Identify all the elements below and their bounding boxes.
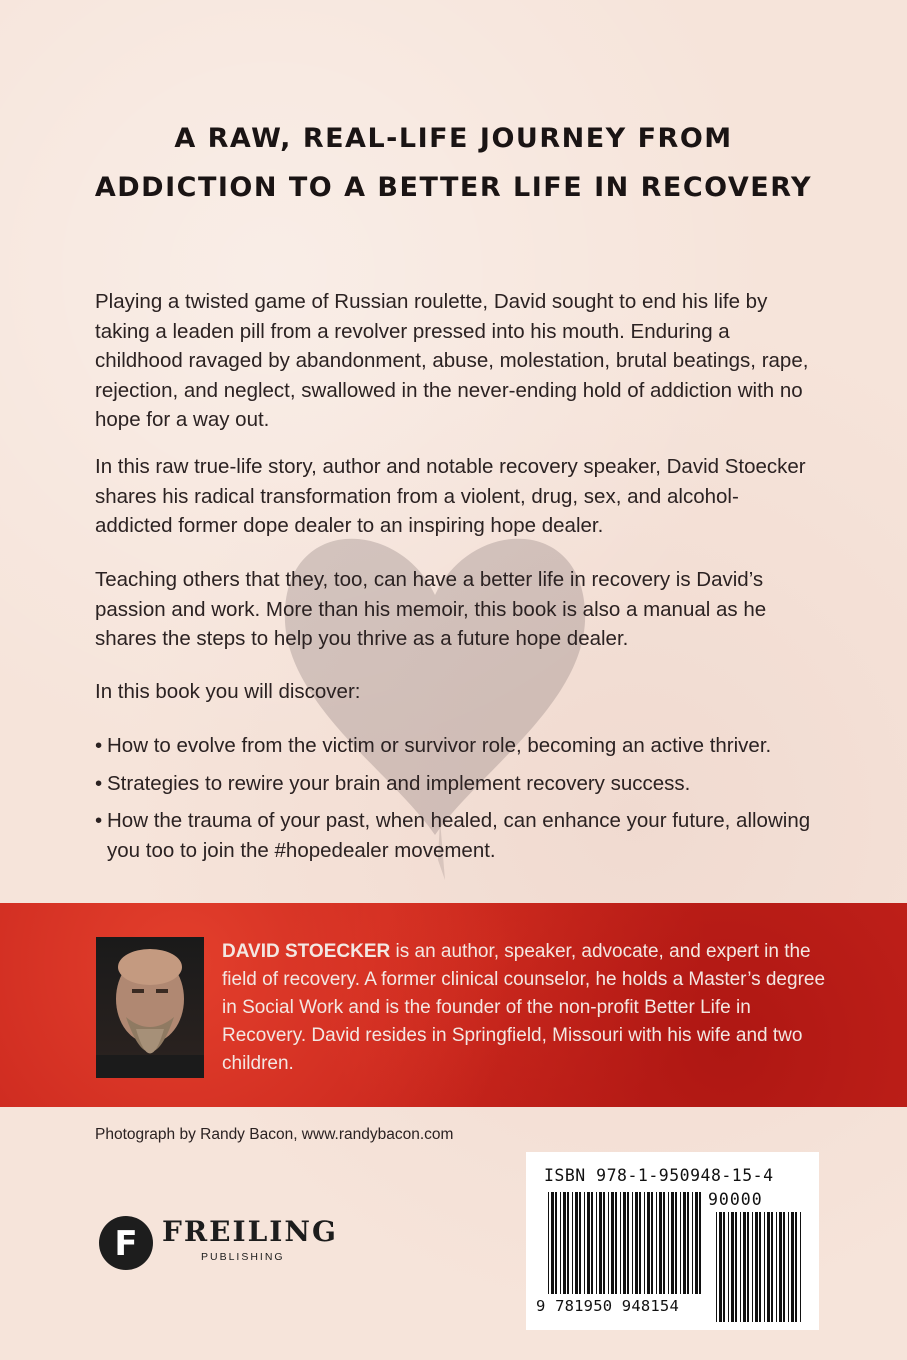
- photo-credit: Photograph by Randy Bacon, www.randybacon.com: [95, 1126, 454, 1143]
- isbn-barcode: [526, 1152, 819, 1330]
- author-bio: [222, 938, 832, 1078]
- paragraph-discover: In this book you will discover:: [95, 680, 361, 703]
- author-photo: [96, 937, 204, 1078]
- isbn-label: ISBN 978-1-950948-15-4: [544, 1166, 774, 1185]
- author-name: DAVID STOECKER: [222, 941, 391, 962]
- headline-line-1: A RAW, REAL-LIFE JOURNEY FROM: [174, 123, 733, 154]
- discover-list: [95, 731, 815, 873]
- paragraph-story: In this raw true-life story, author and notable recovery speaker, David Stoecker shares his radical transformation from a violent, drug, sex, and alcohol-addicted former dope dealer to an inspiring hope dealer.: [95, 455, 806, 537]
- headline-line-2: ADDICTION TO A BETTER LIFE IN RECOVERY: [94, 172, 813, 203]
- list-item: • How to evolve from the victim or survivor role, becoming an active thriver.: [95, 731, 815, 761]
- svg-text:F: F: [114, 1224, 138, 1264]
- isbn-addon-price: 90000: [708, 1190, 763, 1209]
- publisher-mark-icon: [98, 1215, 154, 1271]
- author-bio-text: is an author, speaker, advocate, and expert in the field of recovery. A former clinical counselor, he holds a Master’s degree in Social Work and is the founder of the non-profit Better Life in Recovery. David resides in Springfield, Missouri with his wife and two children.: [222, 941, 826, 1074]
- paragraph-teaching: Teaching others that they, too, can have a better life in recovery is David’s passion and work. More than his memoir, this book is also a manual as he shares the steps to help you thrive as a future hope dealer.: [95, 568, 767, 650]
- paragraph-intro: Playing a twisted game of Russian roulette, David sought to end his life by taking a leaden pill from a revolver pressed into his mouth. Enduring a childhood ravaged by abandonment, abuse, molestation, brutal beatings, rape, rejection, and neglect, swallowed in the never-ending hold of addiction with no hope for a way out.: [95, 290, 809, 431]
- publisher-logo: [98, 1215, 338, 1275]
- publisher-subtitle: PUBLISHING: [201, 1251, 285, 1263]
- publisher-name: FREILING: [162, 1215, 338, 1248]
- list-item: • How the trauma of your past, when healed, can enhance your future, allowing you too to join the #hopedealer movement.: [95, 806, 815, 865]
- list-item: • Strategies to rewire your brain and implement recovery success.: [95, 769, 815, 799]
- isbn-digits: 9 781950 948154: [536, 1297, 679, 1315]
